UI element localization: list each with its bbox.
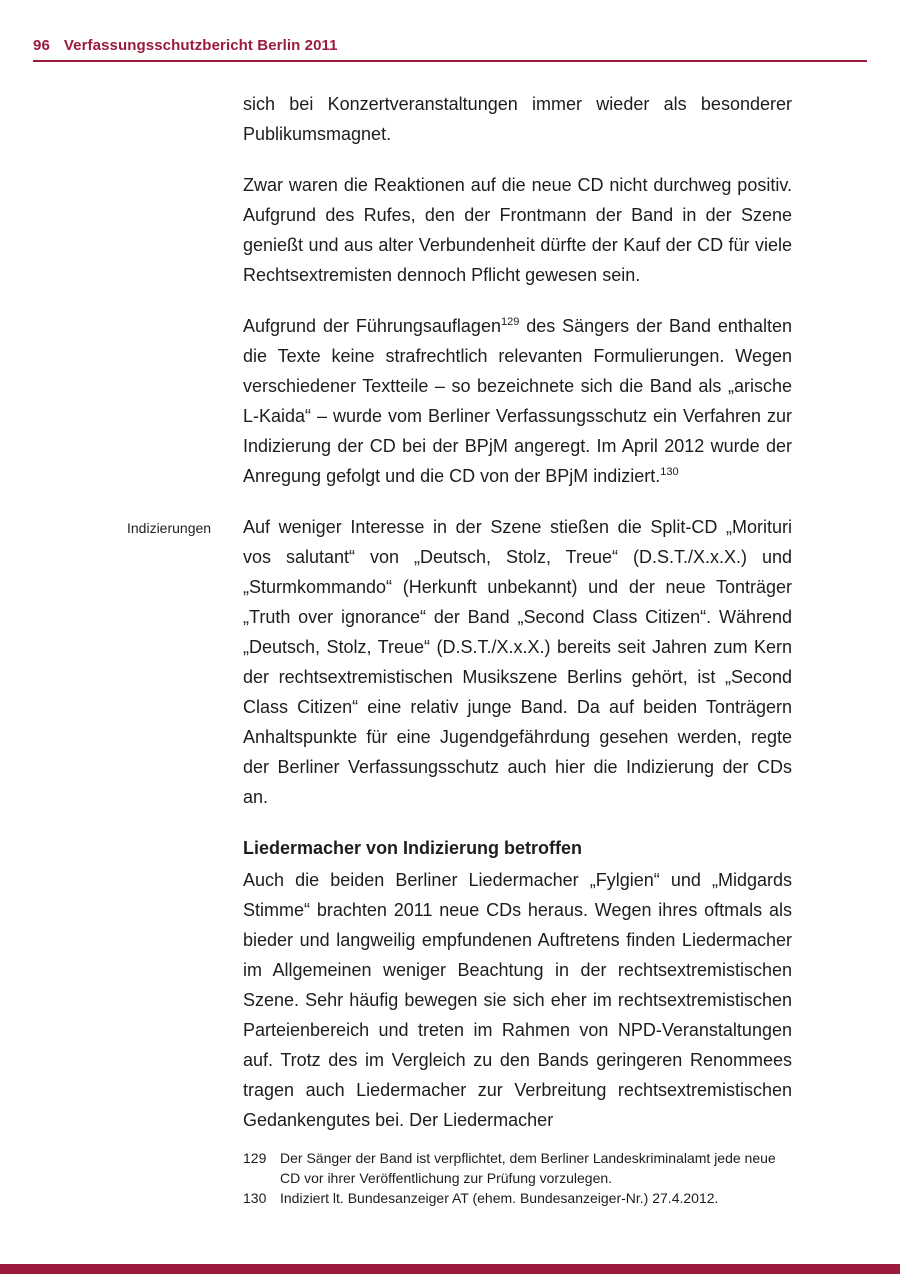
footnote-number: 129 — [243, 1150, 267, 1166]
section-heading: Liedermacher von Indizierung betroffen — [243, 838, 583, 858]
header-title: Verfassungsschutzbericht Berlin 2011 — [63, 37, 338, 54]
paragraph-liedermacher: Auch die beiden Berliner Liedermacher „Fylgien“ und „Midgards Stimme“ brachten 2011 neue CDs heraus. Wegen ihres oftmals als bieder und langweilig empfundenen Auftretens finden Liedermacher im Allgemeinen weniger Beachtung in der rechtsextremistischen Szene. Sehr häufig bewegen sie sich eher im rechtsextremistischen Parteienbereich und treten im Rahmen von NPD-Veranstaltungen auf. Trotz des im Vergleich zu den Bands geringeren Renommees tragen auch Liedermacher zur Verbreitung rechtsextremistischen Gedankengutes bei. Der Liedermacher — [243, 870, 792, 1130]
bottom-accent-bar — [0, 1264, 900, 1274]
paragraph-reaktionen: Zwar waren die Reaktionen auf die neue CD nicht durchweg positiv. Aufgrund des Rufes, den der Frontmann der Band in der Szene genießt und aus alter Verbundenheit dürfte der Kauf der CD für viele Rechtsextremisten dennoch Pflicht gewesen sein. — [243, 175, 792, 285]
paragraph-text: des Sängers der Band enthalten die Texte keine strafrechtlich relevanten Formulierungen. Wegen verschiedener Textteile – so bezeichnete sich die Band als „arische L-Kaida“ – wurde vom Berliner Verfassungsschutz ein Verfahren zur Indizierung der CD bei der BPjM angeregt. Im April 2012 wurde der Anregung gefolgt und die CD von der BPjM indiziert. — [243, 316, 792, 486]
paragraph-text: Aufgrund der Führungsauflagen — [243, 316, 501, 336]
paragraph-split-cds: Auf weniger Interesse in der Szene stießen die Split-CD „Morituri vos salutant“ von „Deutsch, Stolz, Treue“ (D.S.T./X.x.X.) und „Sturmkommando“ (Herkunft unbekannt) und der neue Tonträger „Truth over ignorance“ der Band „Second Class Citizen“. Während „Deutsch, Stolz, Treue“ (D.S.T./X.x.X.) bereits seit Jahren zum Kern der rechtsextremistischen Musikszene Berlins gehört, ist „Second Class Citizen“ eine relativ junge Band. Da auf beiden Tonträgern Anhaltspunkte für eine Jugendgefährdung gesehen werden, regte der Berliner Verfassungsschutz auch hier die Indizierung der CDs an. — [243, 517, 792, 807]
margin-note-indizierungen: Indizierungen — [127, 520, 212, 536]
footnote-ref-129: 129 — [500, 316, 520, 328]
footnote — [243, 1148, 795, 1188]
footnotes-block — [243, 1148, 795, 1208]
page-header — [33, 37, 867, 54]
footnote-text: Indiziert lt. Bundesanzeiger AT (ehem. Bundesanzeiger-Nr.) 27.4.2012. — [280, 1190, 719, 1206]
footnote-ref-130: 130 — [660, 466, 679, 478]
paragraph-with-margin-note — [127, 512, 792, 812]
page-number: 96 — [33, 37, 50, 54]
header-rule — [33, 60, 867, 62]
footnote-number: 130 — [243, 1190, 267, 1206]
paragraph-fuehrungsauflagen — [243, 311, 792, 491]
body-column — [127, 89, 792, 1156]
footnote — [243, 1188, 795, 1208]
paragraph-publikumsmagnet: sich bei Konzertveranstaltungen immer wieder als besonderer Publikumsmagnet. — [243, 94, 792, 144]
footnote-text: Der Sänger der Band ist verpflichtet, dem Berliner Landeskriminalamt jede neue CD vor ihrer Veröffentlichung zur Prüfung vorzulegen. — [280, 1150, 776, 1186]
